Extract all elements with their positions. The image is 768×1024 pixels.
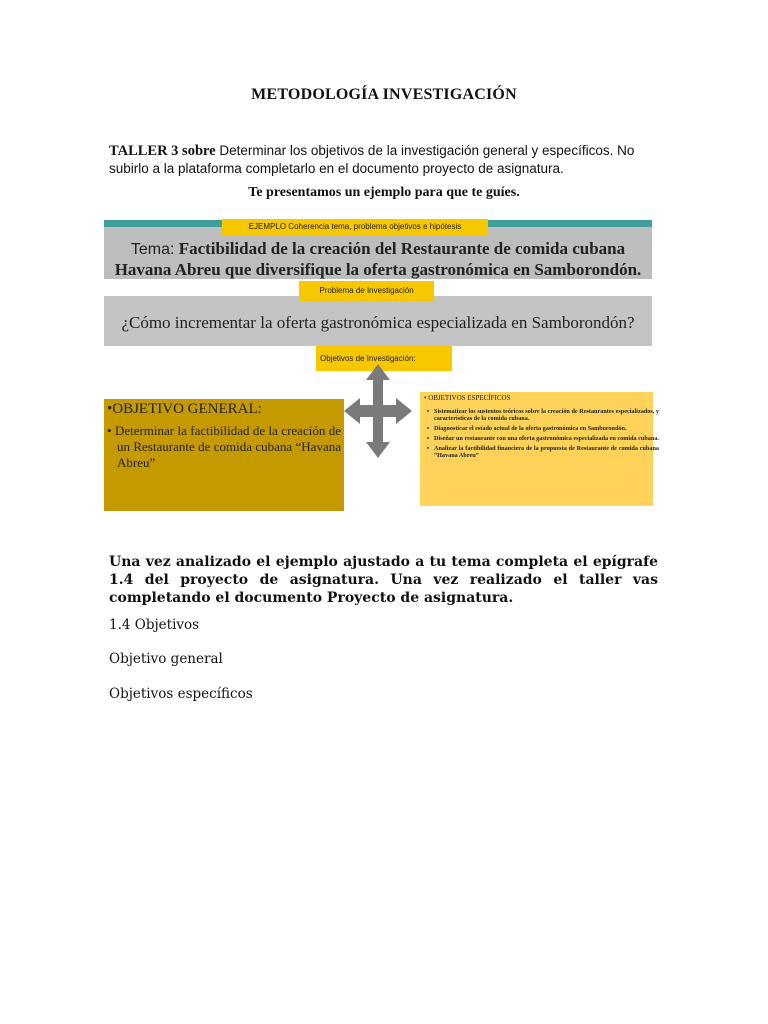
section-objetivo-general: Objetivo general (109, 651, 223, 667)
list-item: • Analizar la factibilidad financiera de la propuesta de Restaurante de comida cubana “Havana Abreu” (434, 445, 659, 459)
taller-label: TALLER 3 sobre (109, 143, 216, 159)
list-item: • Diagnosticar el estado actual de la oferta gastronómica en Samborondón. (434, 425, 659, 432)
objetivo-general-text: • Determinar la factibilidad de la creación de un Restaurante de comida cubana “Havana Abreu” (107, 423, 341, 470)
tema-text: Factibilidad de la creación del Restaurante de comida cubana Havana Abreu que diversifique la oferta gastronómica en Samborondón. (114, 239, 642, 279)
objetivos-tag: Objetivos de Investigación: (316, 346, 452, 371)
section-heading-objetivos: 1.4 Objetivos (109, 617, 200, 633)
tema-label: Tema: (130, 241, 175, 258)
tema-statement (104, 239, 652, 280)
research-question: ¿Cómo incrementar la oferta gastronómica especializada en Samborondón? (121, 313, 635, 332)
problema-tag: Problema de Investigación (299, 281, 434, 301)
example-intro: Te presentamos un ejemplo para que te guíes. (248, 185, 520, 200)
taller-text: Determinar los objetivos de la investigación general y específicos. No subirlo a la plataforma completarlo en el documento proyecto de asignatura. (109, 143, 635, 176)
taller-instructions (109, 142, 669, 178)
list-item: • Diseñar un restaurante con una oferta gastronómica especializada en comida cubana. (434, 435, 659, 442)
page-title: METODOLOGÍA INVESTIGACIÓN (251, 86, 517, 103)
four-way-arrow-icon (344, 364, 412, 458)
ejemplo-tag: EJEMPLO Coherencia tema, problema objetivos e hipótesis (222, 219, 488, 235)
objetivos-especificos-list (426, 408, 659, 462)
instruction-paragraph: Una vez analizado el ejemplo ajustado a tu tema completa el epígrafe 1.4 del proyecto de asignatura. Una vez realizado el taller vas completando el documento Proyecto de asignatura. (109, 554, 658, 606)
objetivo-general-title: •OBJETIVO GENERAL: (107, 401, 262, 417)
section-objetivos-especificos: Objetivos específicos (109, 686, 253, 702)
objetivos-especificos-title: • OBJETIVOS ESPECÍFICOS (424, 394, 511, 402)
list-item: • Sistematizar los sustentos teóricos sobre la creación de Restaurantes especializados, y características de la comida cubana. (434, 408, 659, 422)
